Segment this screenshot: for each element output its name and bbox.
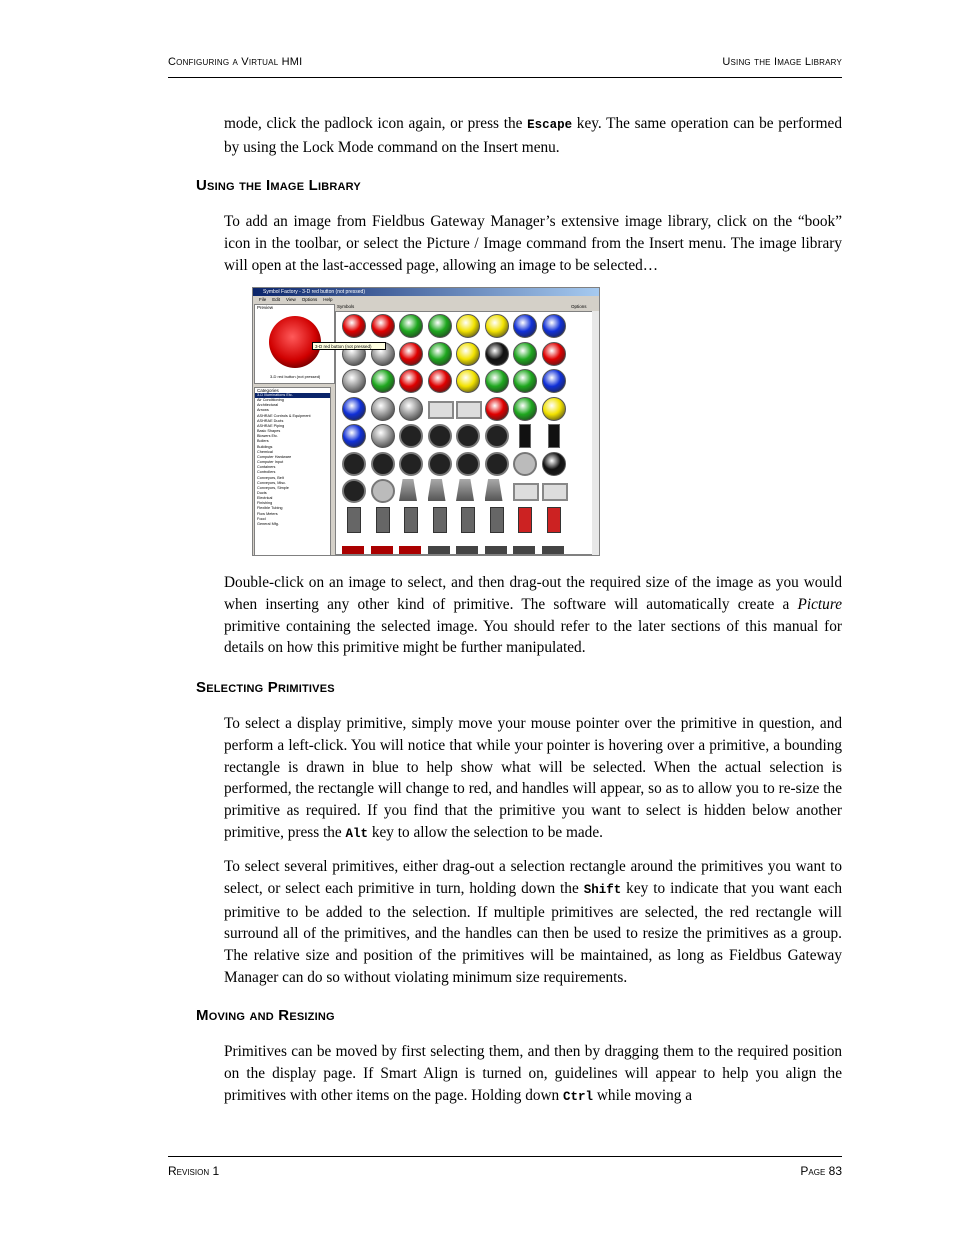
symbol-flat[interactable] — [428, 546, 450, 554]
options-button: Options — [571, 304, 587, 309]
heading-moving-resizing: Moving and Resizing — [196, 1007, 335, 1024]
preview-label: Preview — [257, 305, 274, 310]
symbol-box[interactable] — [456, 401, 482, 419]
category-item[interactable]: Ducts — [257, 490, 267, 495]
symbol-yellow[interactable] — [456, 369, 480, 393]
category-item[interactable]: Architectural — [257, 403, 279, 408]
symbol-yellow[interactable] — [456, 314, 480, 338]
category-item[interactable]: General Mfg. — [257, 521, 279, 526]
symbol-flat[interactable] — [485, 546, 507, 554]
symbol-box[interactable] — [428, 401, 454, 419]
symbol-blue[interactable] — [542, 369, 566, 393]
header-right: Using the Image Library — [722, 56, 842, 68]
symbol-tall[interactable] — [376, 507, 390, 533]
symbol-grey[interactable] — [342, 369, 366, 393]
category-item[interactable]: Food — [257, 516, 266, 521]
category-item[interactable]: ASHRAE Controls & Equipment — [257, 413, 311, 418]
category-item[interactable]: Containers — [257, 465, 276, 470]
symbols-scrollbar — [592, 311, 599, 555]
symbol-red[interactable] — [342, 314, 366, 338]
symbol-grey[interactable] — [371, 424, 395, 448]
key-ctrl: Ctrl — [563, 1089, 594, 1104]
symbol-green[interactable] — [513, 397, 537, 421]
symbol-dial[interactable] — [428, 424, 452, 448]
symbol-box[interactable] — [542, 483, 568, 501]
symbol-red[interactable] — [399, 342, 423, 366]
symbol-tall[interactable] — [461, 507, 475, 533]
symbol-cone[interactable] — [485, 479, 503, 501]
symbol-blue[interactable] — [513, 314, 537, 338]
paragraph-moving: Primitives can be moved by first selecting them, and then by dragging them to the required position on the display page. If Smart Align is turned on, guidelines will appear to help you align the primitives with other items on the page. Holding down Ctrl while moving a — [224, 1043, 842, 1104]
symbol-dial[interactable] — [456, 424, 480, 448]
symbol-box[interactable] — [513, 483, 539, 501]
heading-image-library: Using the Image Library — [196, 177, 361, 194]
symbol-red[interactable] — [485, 397, 509, 421]
category-item[interactable]: Flexible Tubing — [257, 506, 283, 511]
category-item[interactable]: Computer Hardware — [257, 454, 292, 459]
paragraph-image-library: To add an image from Fieldbus Gateway Manager’s extensive image library, click on the “book” icon in the toolbar, or select the Picture / Image command from the Insert menu. The image library will open at the last-accessed page, allowing an image to be selected… — [224, 213, 842, 274]
category-item[interactable]: Controllers — [257, 470, 276, 475]
category-item[interactable]: Computer Input — [257, 460, 284, 465]
preview-caption: 3-D red button (not pressed) — [270, 374, 321, 379]
key-escape: Escape — [527, 118, 573, 132]
symbol-yellow[interactable] — [542, 397, 566, 421]
category-item[interactable]: Blowers Etc. — [257, 434, 279, 439]
category-item[interactable]: Conveyors, Misc. — [257, 480, 287, 485]
menu-bar — [253, 296, 599, 303]
category-item[interactable]: Conveyors, Belt — [257, 475, 284, 480]
symbol-knob[interactable] — [428, 452, 452, 476]
symbol-tall[interactable] — [518, 507, 532, 533]
category-item[interactable]: Electrical — [257, 496, 273, 501]
paragraph-lock-mode: mode, click the padlock icon again, or press the Escape key. The same operation can be performed by using the Lock Mode command on the Insert menu. — [224, 115, 842, 156]
symbol-dial[interactable] — [399, 424, 423, 448]
symbol-tall[interactable] — [490, 507, 504, 533]
symbol-dial[interactable] — [342, 479, 366, 503]
category-item[interactable]: Finishing — [257, 501, 273, 506]
category-item[interactable]: Chemical — [257, 449, 273, 454]
footer-right: Page 83 — [800, 1164, 842, 1178]
symbol-flat[interactable] — [542, 546, 564, 554]
category-item[interactable]: Air Conditioning — [257, 398, 284, 403]
symbol-factory-screenshot — [252, 287, 600, 556]
symbol-bar[interactable] — [548, 424, 560, 448]
symbol-tooltip: 3-D red button (not pressed) — [312, 342, 386, 350]
symbol-green[interactable] — [485, 369, 509, 393]
paragraph-double-click: Double-click on an image to select, and then drag-out the required size of the image as you would when inserting any other kind of primitive. The software will automatically create a Picture primitive containing the selected image. You should refer to the later sections of this manual for details on how this primitive might be further manipulated. — [224, 574, 842, 657]
symbol-red[interactable] — [542, 342, 566, 366]
header-left: Configuring a Virtual HMI — [168, 56, 303, 68]
symbol-dial[interactable] — [342, 452, 366, 476]
symbol-black[interactable] — [542, 452, 566, 476]
category-item[interactable]: 3-D Illuminations Etc. — [255, 393, 330, 398]
menu-item-help[interactable]: Help — [323, 297, 333, 302]
paragraph-select-primitive: To select a display primitive, simply move your mouse pointer over the primitive in question, and perform a left-click. You will notice that while your pointer is hovering over a primitive, a bounding rectangle is drawn in blue to help show what will be selected. When the actual selection is performed, the rectangle will change to red, and handles will appear, so as to allow you to re-size the primitive as required. If you find that the primitive you want to select is hidden below another primitive, press the Alt key to allow the selection to be made. — [224, 715, 842, 841]
category-item[interactable]: Conveyors, Simple — [257, 485, 289, 490]
category-item[interactable]: Basic Shapes — [257, 429, 281, 434]
symbol-yellow[interactable] — [485, 314, 509, 338]
symbol-knob[interactable] — [485, 452, 509, 476]
symbol-flat[interactable] — [513, 546, 535, 554]
symbol-red[interactable] — [371, 314, 395, 338]
symbol-green[interactable] — [513, 369, 537, 393]
symbol-grey[interactable] — [371, 397, 395, 421]
footer-left: Revision 1 — [168, 1164, 220, 1178]
categories-label: Categories — [257, 388, 279, 393]
symbol-ring[interactable] — [513, 452, 537, 476]
paragraph-select-several: To select several primitives, either drag-out a selection rectangle around the primitives you want to select, or select each primitive in turn, holding down the Shift key to indicate that you want each primitive to be added to the selection. If multiple primitives are selected, the red rectangle will surround all of the primitives, and the handles can then be used to resize the primitives as a group. The relative size and position of the primitives will be maintained, as long as Fieldbus Gateway Manager can do so without violating minimum size requirements. — [224, 858, 842, 986]
menu-item-file[interactable]: File — [259, 297, 267, 302]
symbol-red[interactable] — [428, 369, 452, 393]
symbol-dial[interactable] — [371, 452, 395, 476]
menu-item-edit[interactable]: Edit — [272, 297, 281, 302]
menu-item-options[interactable]: Options — [301, 297, 318, 302]
symbol-tall[interactable] — [547, 507, 561, 533]
symbol-knob[interactable] — [456, 452, 480, 476]
symbol-tall[interactable] — [347, 507, 361, 533]
symbol-green[interactable] — [428, 314, 452, 338]
category-item[interactable]: Buildings — [257, 444, 273, 449]
category-item[interactable]: Flow Meters — [257, 511, 278, 516]
symbol-yellow[interactable] — [456, 342, 480, 366]
symbol-black[interactable] — [485, 342, 509, 366]
symbol-flat[interactable] — [456, 546, 478, 554]
symbol-cone[interactable] — [399, 479, 417, 501]
symbol-blue[interactable] — [342, 397, 366, 421]
key-alt: Alt — [345, 826, 369, 841]
menu-item-view[interactable]: View — [286, 297, 296, 302]
category-item[interactable]: Boilers — [257, 439, 269, 444]
symbol-green[interactable] — [399, 314, 423, 338]
symbol-red[interactable] — [399, 369, 423, 393]
symbol-flat[interactable] — [342, 546, 364, 554]
symbol-green[interactable] — [371, 369, 395, 393]
category-item[interactable]: ASHRAE Piping — [257, 423, 285, 428]
symbol-green[interactable] — [428, 342, 452, 366]
category-item[interactable]: Arrows — [257, 408, 269, 413]
symbol-green[interactable] — [513, 342, 537, 366]
symbol-blue[interactable] — [542, 314, 566, 338]
footer-rule — [168, 1156, 842, 1157]
symbol-grey[interactable] — [399, 397, 423, 421]
category-item[interactable]: ASHRAE Ducts — [257, 418, 284, 423]
window-title: Symbol Factory - 3-D red button (not pressed) — [253, 288, 599, 296]
symbol-tall[interactable] — [404, 507, 418, 533]
heading-selecting-primitives: Selecting Primitives — [196, 679, 335, 696]
symbol-tall[interactable] — [433, 507, 447, 533]
symbol-ring[interactable] — [371, 479, 395, 503]
symbol-cone[interactable] — [428, 479, 446, 501]
header-rule — [168, 77, 842, 78]
symbols-label: Symbols — [337, 304, 355, 309]
symbol-flat[interactable] — [399, 546, 421, 554]
symbol-flat[interactable] — [371, 546, 393, 554]
categories-list — [254, 387, 331, 556]
symbol-dial[interactable] — [485, 424, 509, 448]
key-shift: Shift — [583, 882, 622, 897]
symbol-blue[interactable] — [342, 424, 366, 448]
symbol-cone[interactable] — [456, 479, 474, 501]
symbol-knob[interactable] — [399, 452, 423, 476]
symbol-bar[interactable] — [519, 424, 531, 448]
